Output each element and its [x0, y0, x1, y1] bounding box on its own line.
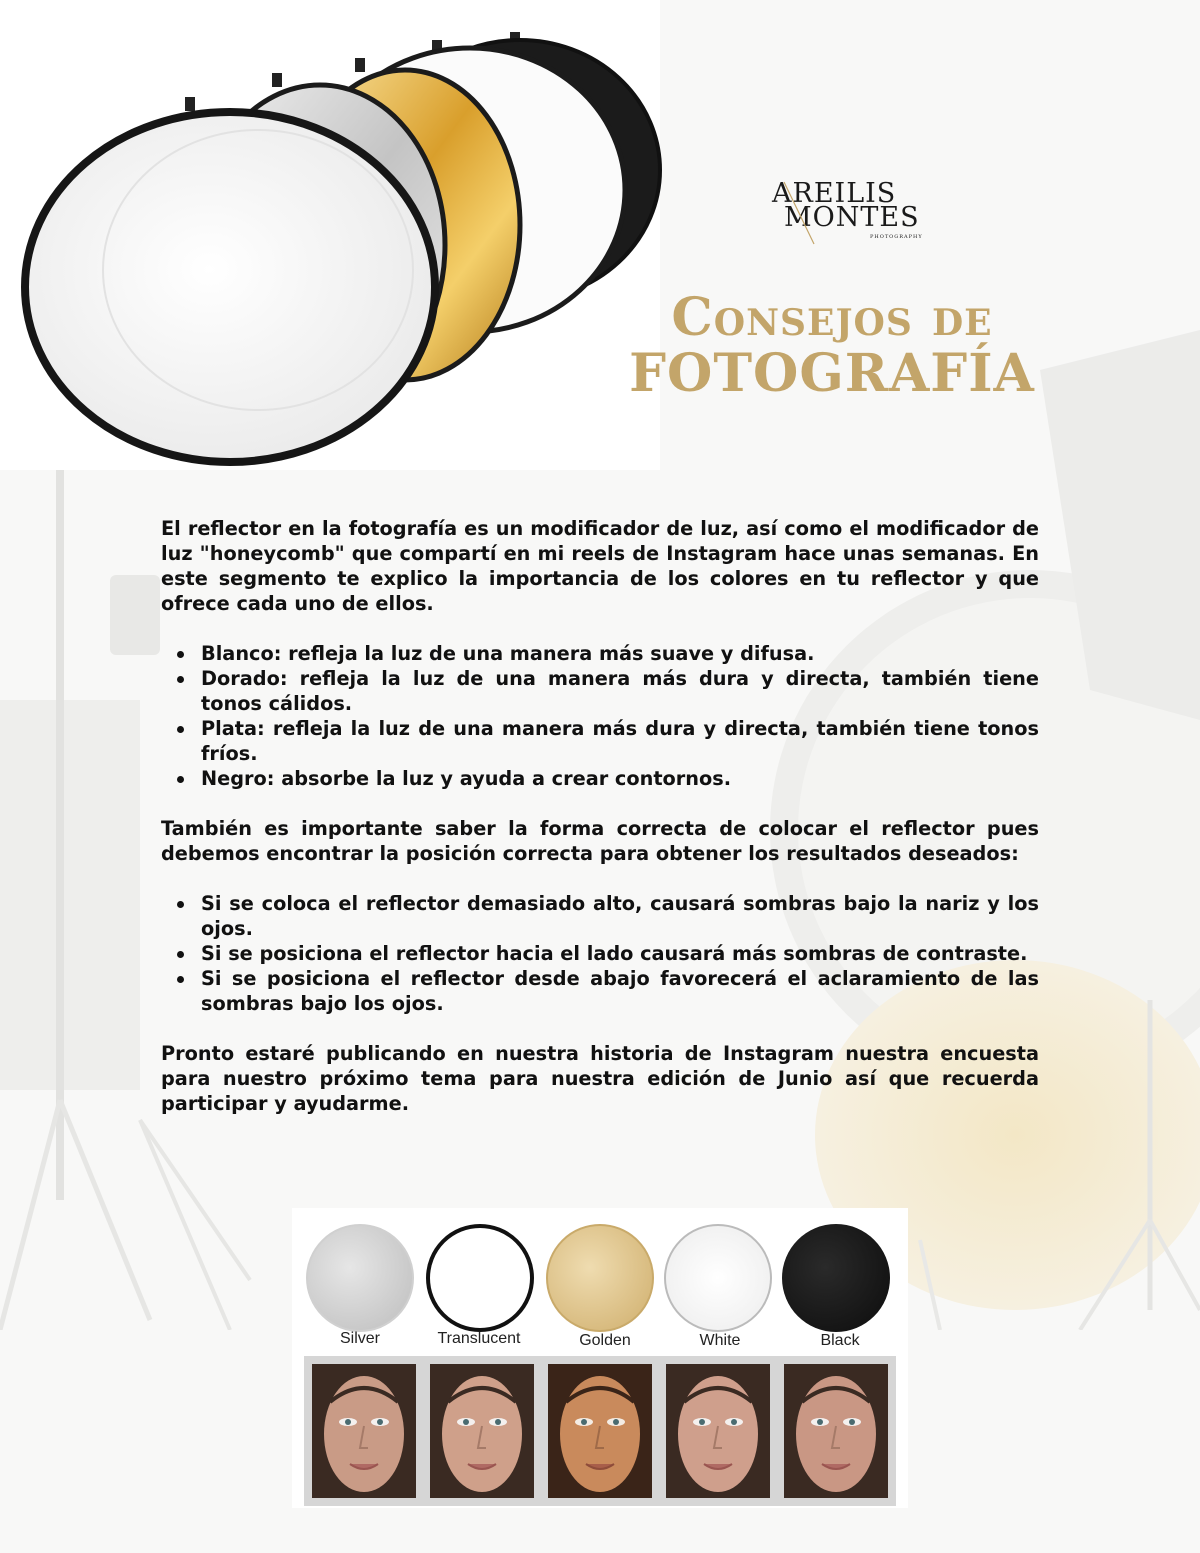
- portrait-black: [784, 1364, 888, 1498]
- portrait-comparison-strip: [304, 1356, 896, 1506]
- article-body: [161, 516, 1039, 1116]
- swatch-label: White: [699, 1332, 741, 1349]
- swatch-label: Black: [820, 1332, 860, 1349]
- portrait-golden: [548, 1364, 652, 1498]
- list-item: Si se posiciona el reflector hacia el lado causará más sombras de contraste.: [161, 941, 1039, 966]
- silver-swatch: [306, 1224, 414, 1332]
- position-paragraph: También es importante saber la forma correcta de colocar el reflector pues debemos encontrar la posición correcta para obtener los resultados deseados:: [161, 817, 1039, 865]
- swatch-label: Golden: [579, 1332, 631, 1349]
- closing-paragraph: Pronto estaré publicando en nuestra historia de Instagram nuestra encuesta para nuestro próximo tema para nuestra edición de Junio así que recuerda participar y ayudarme.: [161, 1042, 1039, 1115]
- reflector-comparison-figure: [292, 1208, 908, 1508]
- brand-logo: [770, 178, 930, 248]
- portrait-silver: [312, 1364, 416, 1498]
- portrait-white: [666, 1364, 770, 1498]
- reflector-set-illustration: [0, 0, 700, 480]
- logo-text-line1: AREILIS: [772, 178, 897, 209]
- page-title: [612, 287, 1052, 404]
- intro-paragraph: El reflector en la fotografía es un modificador de luz, así como el modificador de luz "honeycomb" que compartí en mi reels de Instagram hace unas semanas. En este segmento te explico la importancia de los colores en tu reflector y que ofrece cada uno de ellos.: [161, 517, 1039, 615]
- swatch-label: Translucent: [437, 1330, 521, 1347]
- reflector-colors-list: [161, 641, 1039, 791]
- portrait-translucent: [430, 1364, 534, 1498]
- logo-text-line2: MONTES: [784, 202, 920, 233]
- white-swatch: [664, 1224, 772, 1332]
- list-item: Si se coloca el reflector demasiado alto, causará sombras bajo la nariz y los ojos.: [161, 891, 1039, 941]
- list-item: Negro: absorbe la luz y ayuda a crear contornos.: [161, 766, 1039, 791]
- list-item: Plata: refleja la luz de una manera más dura y directa, también tiene tonos fríos.: [161, 716, 1039, 766]
- translucent-swatch: [426, 1224, 534, 1332]
- list-item: Blanco: refleja la luz de una manera más suave y difusa.: [161, 641, 1039, 666]
- black-swatch: [782, 1224, 890, 1332]
- list-item: Dorado: refleja la luz de una manera más dura y directa, también tiene tonos cálidos.: [161, 666, 1039, 716]
- golden-swatch: [546, 1224, 654, 1332]
- logo-slash-mark: [770, 178, 830, 248]
- reflector-position-list: [161, 891, 1039, 1016]
- swatch-label: Silver: [339, 1330, 380, 1347]
- title-line2: FOTOGRAFÍA: [629, 343, 1035, 404]
- title-line1: Consejos de: [671, 287, 993, 348]
- logo-subtitle: PHOTOGRAPHY: [870, 234, 923, 240]
- list-item: Si se posiciona el reflector desde abajo favorecerá el aclaramiento de las sombras bajo los ojos.: [161, 966, 1039, 1016]
